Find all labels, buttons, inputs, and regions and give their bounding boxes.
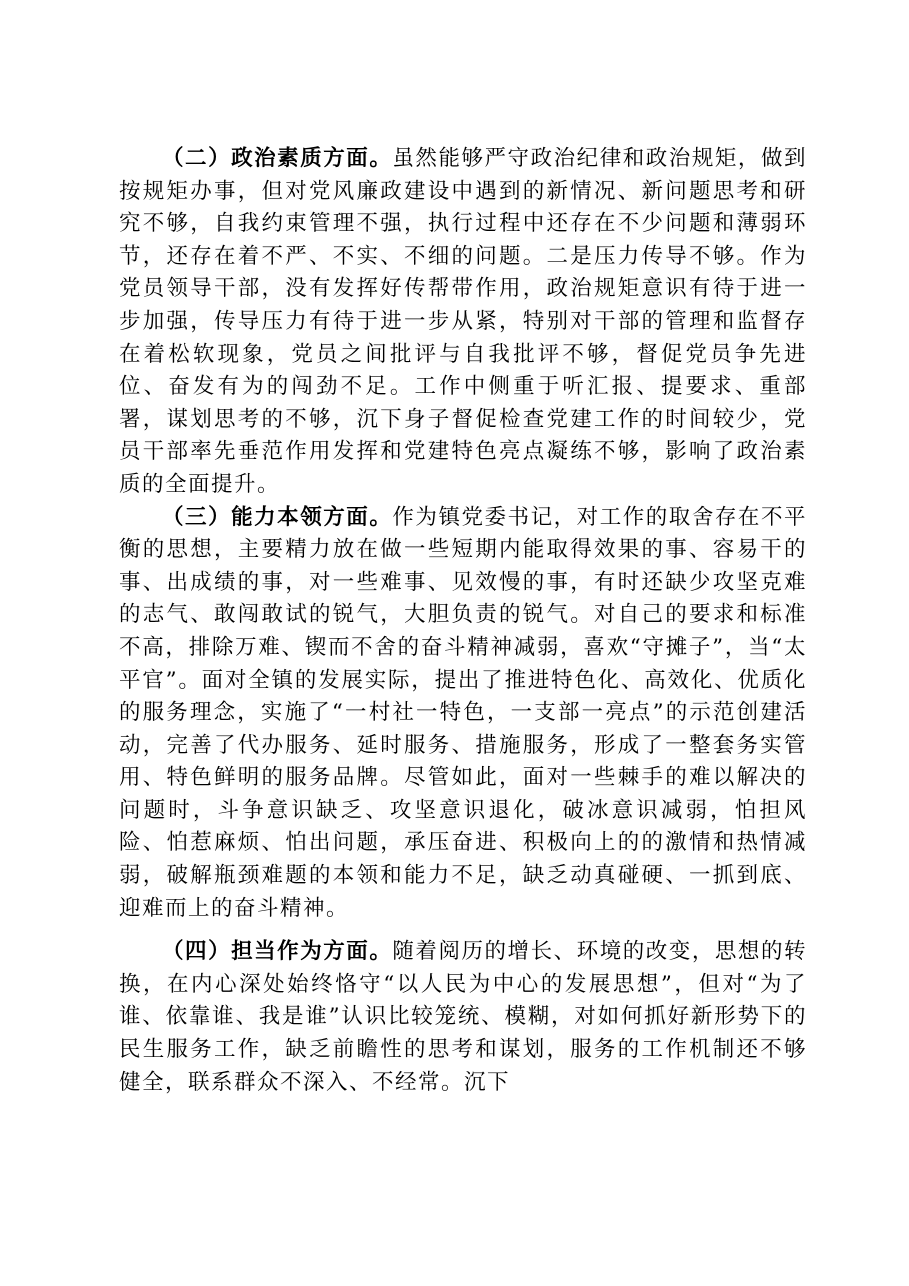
paragraph-political-quality [119, 143, 807, 502]
paragraph-heading: （四）担当作为方面。 [162, 939, 393, 965]
paragraph-heading: （二）政治素质方面。 [162, 146, 393, 171]
paragraph-ability [119, 502, 807, 926]
paragraph-text: 虽然能够严守政治纪律和政治规矩，做到按规矩办事，但对党风廉政建设中遇到的新情况、新问题思考和研究不够，自我约束管理不强，执行过程中还存在不少问题和薄弱环节，还存在着不严、不实、不细的问题。二是压力传导不够。作为党员领导干部，没有发挥好传帮带作用，政治规矩意识有待于进一步加强，传导压力有待于进一步从紧，特别对干部的管理和监督存在着松软现象，党员之间批评与自我批评不够，督促党员争先进位、奋发有为的闯劲不足。工作中侧重于听汇报、提要求、重部署，谋划思考的不够，沉下身子督促检查党建工作的时间较少，党员干部率先垂范作用发挥和党建特色亮点凝练不够，影响了政治素质的全面提升。 [119, 146, 807, 497]
paragraph-responsibility [119, 936, 807, 1099]
document-body [119, 143, 807, 1099]
paragraph-text: 随着阅历的增长、环境的改变，思想的转换，在内心深处始终恪守“以人民为中心的发展思想”，但对“为了谁、依靠谁、我是谁”认识比较笼统、模糊，对如何抓好新形势下的民生服务工作，缺乏前瞻性的思考和谋划，服务的工作机制还不够健全，联系群众不深入、不经常。沉下 [119, 939, 807, 1095]
paragraph-text: 作为镇党委书记，对工作的取舍存在不平衡的思想，主要精力放在做一些短期内能取得效果的事、容易干的事、出成绩的事，对一些难事、见效慢的事，有时还缺少攻坚克难的志气、敢闯敢试的锐气，大胆负责的锐气。对自己的要求和标准不高，排除万难、锲而不舍的奋斗精神减弱，喜欢“守摊子”，当“太平官”。面对全镇的发展实际，提出了推进特色化、高效化、优质化的服务理念，实施了“一村社一特色，一支部一亮点”的示范创建活动，完善了代办服务、延时服务、措施服务，形成了一整套务实管用、特色鲜明的服务品牌。尽管如此，面对一些棘手的难以解决的问题时，斗争意识缺乏、攻坚意识退化，破冰意识减弱，怕担风险、怕惹麻烦、怕出问题，承压奋进、积极向上的的激情和热情减弱，破解瓶颈难题的本领和能力不足，缺乏动真碰硬、一抓到底、迎难而上的奋斗精神。 [119, 504, 807, 921]
paragraph-heading: （三）能力本领方面。 [162, 504, 393, 530]
